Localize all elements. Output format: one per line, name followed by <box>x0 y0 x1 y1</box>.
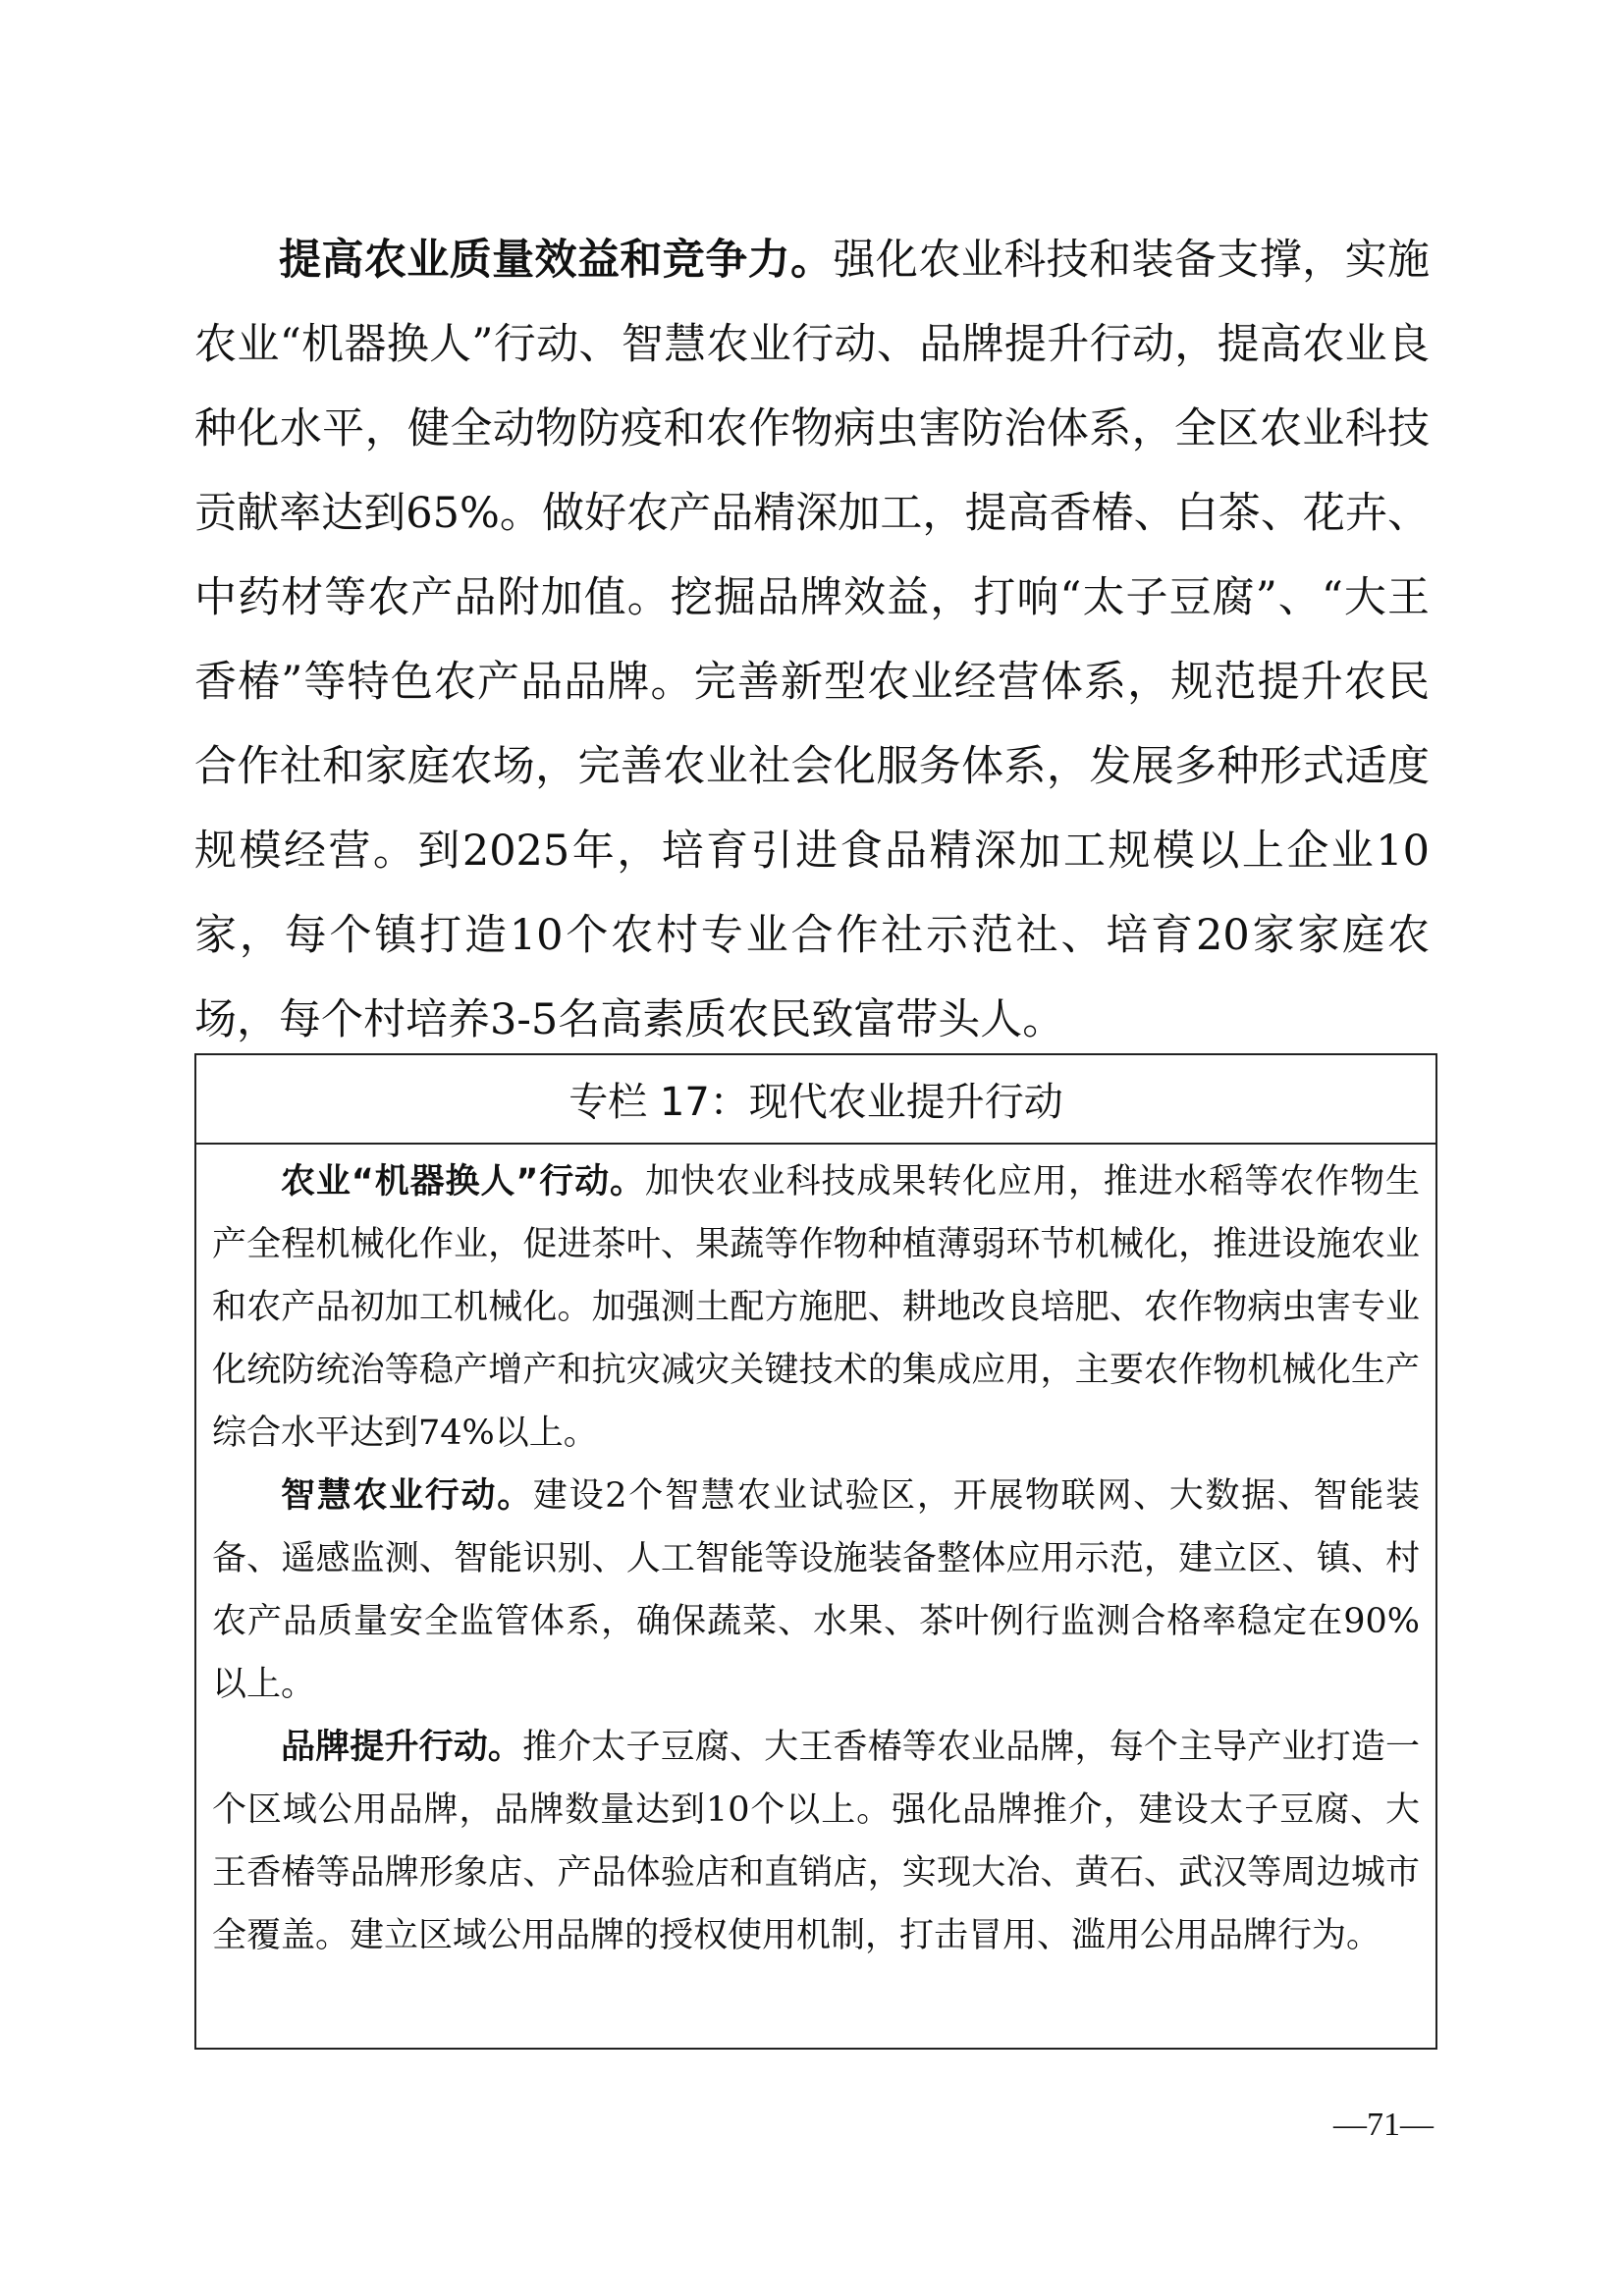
page-number: —71— <box>1333 2107 1434 2143</box>
column-item <box>212 1716 1420 1967</box>
column-item <box>212 1150 1420 1465</box>
column-item-heading: 智慧农业行动。 <box>281 1476 533 1516</box>
column-item-text: 推介太子豆腐、大王香椿等农业品牌，每个主导产业打造一个区域公用品牌，品牌数量达到10个以上。强化品牌推介，建设太子豆腐、大王香椿等品牌形象店、产品体验店和直销店，实现大冶、黄石、武汉等周边城市全覆盖。建立区域公用品牌的授权使用机制，打击冒用、滥用公用品牌行为。 <box>212 1728 1420 1955</box>
column-box <box>194 1053 1437 2050</box>
column-item-text: 建设2个智慧农业试验区，开展物联网、大数据、智能装备、遥感监测、智能识别、人工智能等设施装备整体应用示范，建立区、镇、村农产品质量安全监管体系，确保蔬菜、水果、茶叶例行监测合格率稳定在90%以上。 <box>212 1476 1420 1704</box>
main-paragraph <box>194 218 1430 1062</box>
column-item <box>212 1465 1420 1716</box>
main-paragraph-lead: 提高农业质量效益和竞争力。 <box>279 236 834 285</box>
column-item-heading: 品牌提升行动。 <box>281 1728 523 1767</box>
main-paragraph-body: 强化农业科技和装备支撑，实施农业“机器换人”行动、智慧农业行动、品牌提升行动，提高农业良种化水平，健全动物防疫和农作物病虫害防治体系，全区农业科技贡献率达到65%。做好农产品精深加工，提高香椿、白茶、花卉、中药材等农产品附加值。挖掘品牌效益，打响“太子豆腐”、“大王香椿”等特色农产品品牌。完善新型农业经营体系，规范提升农民合作社和家庭农场，完善农业社会化服务体系，发展多种形式适度规模经营。到2025年，培育引进食品精深加工规模以上企业10家，每个镇打造10个农村专业合作社示范社、培育20家家庭农场，每个村培养3-5名高素质农民致富带头人。 <box>194 236 1430 1044</box>
column-body <box>196 1145 1435 1967</box>
column-item-text: 加快农业科技成果转化应用，推进水稻等农作物生产全程机械化作业，促进茶叶、果蔬等作物种植薄弱环节机械化，推进设施农业和农产品初加工机械化。加强测土配方施肥、耕地改良培肥、农作物病虫害专业化统防统治等稳产增产和抗灾减灾关键技术的集成应用，主要农作物机械化生产综合水平达到74%以上。 <box>212 1162 1420 1453</box>
column-title: 专栏 17：现代农业提升行动 <box>196 1055 1435 1145</box>
column-item-heading: 农业“机器换人”行动。 <box>281 1162 645 1201</box>
